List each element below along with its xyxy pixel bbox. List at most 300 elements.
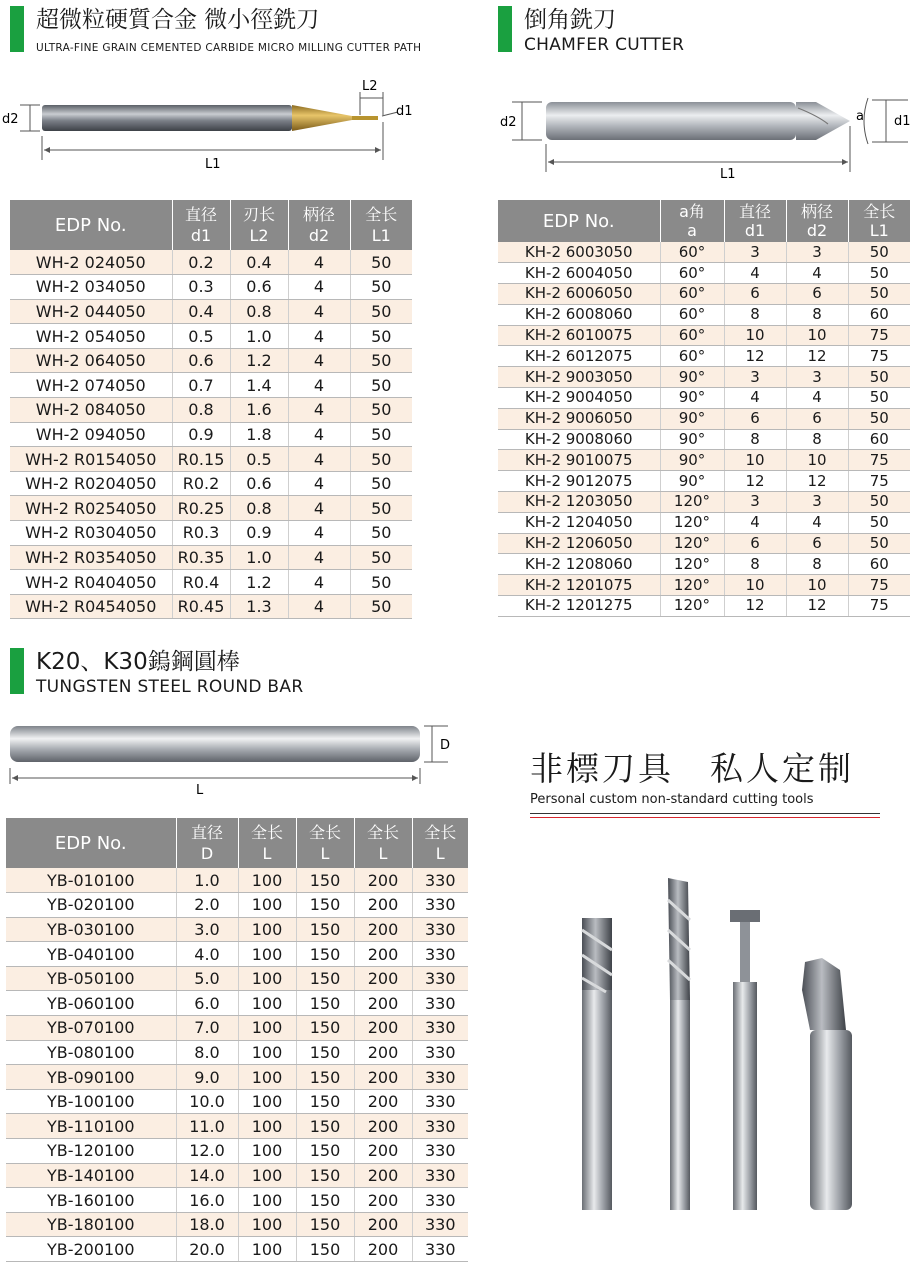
spec-value-cell: 4 (288, 521, 350, 546)
edp-number-cell: YB-050100 (6, 966, 176, 991)
column-header: EDP No. (10, 200, 172, 250)
spec-value-cell: 50 (350, 570, 412, 595)
spec-value-cell: 3 (724, 492, 786, 513)
chamfer-title-zh: 倒角銑刀 (524, 7, 616, 33)
spec-value-cell: 12 (724, 346, 786, 367)
spec-value-cell: 200 (354, 917, 412, 942)
spec-value-cell: 1.0 (230, 324, 288, 349)
chamfer-cutter-drawing (498, 80, 918, 190)
table-row (498, 512, 910, 533)
table-row (6, 1237, 468, 1262)
spec-value-cell: 75 (848, 450, 910, 471)
custom-tools-photo (560, 870, 900, 1220)
spec-value-cell: 75 (848, 346, 910, 367)
spec-value-cell: 60° (660, 263, 724, 284)
spec-value-cell: 100 (238, 1163, 296, 1188)
green-accent-bar (10, 648, 24, 694)
spec-value-cell: 50 (848, 388, 910, 409)
edp-number-cell: YB-070100 (6, 1016, 176, 1041)
spec-value-cell: 200 (354, 893, 412, 918)
edp-number-cell: YB-060100 (6, 991, 176, 1016)
edp-number-cell: YB-020100 (6, 893, 176, 918)
edp-number-cell: YB-100100 (6, 1089, 176, 1114)
spec-value-cell: 0.7 (172, 373, 230, 398)
micro-d2-label: d2 (2, 112, 19, 127)
spec-value-cell: 90° (660, 367, 724, 388)
table-row (10, 570, 412, 595)
spec-value-cell: 150 (296, 1139, 354, 1164)
column-header: EDP No. (498, 200, 660, 242)
spec-value-cell: 120° (660, 554, 724, 575)
table-row (6, 917, 468, 942)
spec-value-cell: 150 (296, 1089, 354, 1114)
end-mill-tool (582, 918, 612, 1210)
spec-value-cell: 0.3 (172, 275, 230, 300)
spec-value-cell: 8 (724, 554, 786, 575)
edp-number-cell: YB-200100 (6, 1237, 176, 1262)
table-row (6, 1163, 468, 1188)
spec-value-cell: R0.15 (172, 447, 230, 472)
spec-value-cell: 0.5 (172, 324, 230, 349)
spec-value-cell: 50 (350, 594, 412, 619)
table-row (10, 594, 412, 619)
table-row (10, 348, 412, 373)
edp-number-cell: YB-110100 (6, 1114, 176, 1139)
table-row (498, 346, 910, 367)
roundbar-drawing (0, 712, 470, 802)
table-row (10, 299, 412, 324)
spec-value-cell: 120° (660, 575, 724, 596)
spec-value-cell: 50 (350, 398, 412, 423)
spec-value-cell: 2.0 (176, 893, 238, 918)
spec-value-cell: 50 (350, 324, 412, 349)
spec-value-cell: 330 (412, 1040, 468, 1065)
spec-value-cell: 1.6 (230, 398, 288, 423)
spec-value-cell: 200 (354, 1114, 412, 1139)
spec-value-cell: 4 (288, 348, 350, 373)
edp-number-cell: WH-2 044050 (10, 299, 172, 324)
roundbar-table-body (6, 868, 468, 1262)
spec-value-cell: 0.8 (230, 299, 288, 324)
micro-shank (42, 105, 292, 131)
chamfer-header-row (498, 200, 910, 242)
spec-value-cell: 75 (848, 471, 910, 492)
spec-value-cell: 150 (296, 1163, 354, 1188)
spec-value-cell: 4 (288, 545, 350, 570)
spec-value-cell: 50 (350, 521, 412, 546)
chamfer-d1-label: d1 (894, 114, 911, 129)
edp-number-cell: YB-010100 (6, 868, 176, 893)
table-row (6, 1065, 468, 1090)
spec-value-cell: 4 (724, 512, 786, 533)
spec-value-cell: 16.0 (176, 1188, 238, 1213)
table-row (498, 408, 910, 429)
spec-value-cell: 100 (238, 1016, 296, 1041)
table-row (498, 242, 910, 263)
table-row (498, 304, 910, 325)
spec-value-cell: 330 (412, 1089, 468, 1114)
spec-value-cell: R0.2 (172, 471, 230, 496)
spec-value-cell: 0.8 (230, 496, 288, 521)
table-row (10, 447, 412, 472)
micro-spec-table (10, 200, 412, 619)
spec-value-cell: 330 (412, 917, 468, 942)
spec-value-cell: 10 (786, 325, 848, 346)
spec-value-cell: 60° (660, 242, 724, 263)
spec-value-cell: 0.4 (172, 299, 230, 324)
spec-value-cell: 1.3 (230, 594, 288, 619)
banner-underline (530, 813, 890, 818)
edp-number-cell: KH-2 6004050 (498, 263, 660, 284)
chamfer-table-body (498, 242, 910, 616)
spec-value-cell: R0.45 (172, 594, 230, 619)
table-row (6, 1114, 468, 1139)
spec-value-cell: 0.4 (230, 250, 288, 275)
edp-number-cell: WH-2 094050 (10, 422, 172, 447)
column-header: 直径 D (176, 818, 238, 868)
spec-value-cell: 50 (848, 367, 910, 388)
edp-number-cell: KH-2 9006050 (498, 408, 660, 429)
spec-value-cell: 150 (296, 942, 354, 967)
spec-value-cell: 200 (354, 991, 412, 1016)
micro-title-en: ULTRA-FINE GRAIN CEMENTED CARBIDE MICRO MILLING CUTTER PATH (36, 42, 422, 54)
custom-tools-banner (530, 750, 890, 818)
spec-value-cell: 4 (288, 275, 350, 300)
spec-value-cell: 50 (350, 373, 412, 398)
column-header: 柄径 d2 (288, 200, 350, 250)
spec-value-cell: 100 (238, 991, 296, 1016)
spec-value-cell: 12 (724, 596, 786, 617)
table-row (6, 1188, 468, 1213)
table-row (498, 575, 910, 596)
spec-value-cell: 330 (412, 1065, 468, 1090)
column-header: 直径 d1 (724, 200, 786, 242)
micro-L1-label: L1 (205, 157, 221, 172)
table-row (10, 545, 412, 570)
chamfer-spec-table (498, 200, 910, 617)
spec-value-cell: 150 (296, 966, 354, 991)
spec-value-cell: 1.8 (230, 422, 288, 447)
spec-value-cell: 150 (296, 1188, 354, 1213)
spec-value-cell: 3 (786, 242, 848, 263)
spec-value-cell: 50 (350, 348, 412, 373)
roundbar-spec-table (6, 818, 468, 1262)
spec-value-cell: 8.0 (176, 1040, 238, 1065)
spec-value-cell: 12 (786, 596, 848, 617)
table-row (498, 429, 910, 450)
table-row (498, 325, 910, 346)
spec-value-cell: 0.6 (230, 275, 288, 300)
spec-value-cell: 3 (724, 242, 786, 263)
micro-header-row (10, 200, 412, 250)
spec-value-cell: 8 (724, 429, 786, 450)
spec-value-cell: 200 (354, 1089, 412, 1114)
spec-value-cell: 200 (354, 1040, 412, 1065)
spec-value-cell: 6 (786, 408, 848, 429)
spec-value-cell: 60° (660, 284, 724, 305)
table-row (498, 596, 910, 617)
spec-value-cell: 3 (786, 492, 848, 513)
spec-value-cell: 4 (786, 512, 848, 533)
table-row (6, 991, 468, 1016)
chamfer-title-en: CHAMFER CUTTER (524, 35, 685, 55)
spec-value-cell: 330 (412, 868, 468, 893)
spec-value-cell: 0.9 (172, 422, 230, 447)
table-row (6, 1089, 468, 1114)
spec-value-cell: 100 (238, 1089, 296, 1114)
column-header: 全长 L (412, 818, 468, 868)
table-row (6, 1212, 468, 1237)
column-header: 全长 L1 (848, 200, 910, 242)
edp-number-cell: WH-2 R0254050 (10, 496, 172, 521)
spec-value-cell: 200 (354, 1188, 412, 1213)
chamfer-shank (546, 102, 796, 140)
spec-value-cell: 90° (660, 388, 724, 409)
edp-number-cell: YB-160100 (6, 1188, 176, 1213)
spec-value-cell: 5.0 (176, 966, 238, 991)
spec-value-cell: 60 (848, 429, 910, 450)
spec-value-cell: 100 (238, 1188, 296, 1213)
spec-value-cell: 1.2 (230, 570, 288, 595)
spec-value-cell: 120° (660, 492, 724, 513)
spec-value-cell: 75 (848, 575, 910, 596)
spec-value-cell: 12 (786, 346, 848, 367)
green-accent-bar (10, 6, 24, 52)
column-header: a角 a (660, 200, 724, 242)
table-row (10, 496, 412, 521)
spec-value-cell: 3 (786, 367, 848, 388)
t-slot-tool (730, 910, 760, 1210)
spec-value-cell: 50 (848, 263, 910, 284)
spec-value-cell: 10 (724, 450, 786, 471)
spec-value-cell: 4 (724, 388, 786, 409)
spec-value-cell: 0.2 (172, 250, 230, 275)
edp-number-cell: WH-2 R0354050 (10, 545, 172, 570)
spec-value-cell: 50 (350, 447, 412, 472)
edp-number-cell: KH-2 6006050 (498, 284, 660, 305)
custom-title-en: Personal custom non-standard cutting tools (530, 792, 814, 807)
spec-value-cell: 200 (354, 1237, 412, 1262)
spec-value-cell: 4.0 (176, 942, 238, 967)
spec-value-cell: 8 (786, 304, 848, 325)
spec-value-cell: 330 (412, 1163, 468, 1188)
spec-value-cell: 50 (350, 275, 412, 300)
spec-value-cell: 4 (288, 373, 350, 398)
edp-number-cell: KH-2 1204050 (498, 512, 660, 533)
spec-value-cell: 4 (288, 422, 350, 447)
spec-value-cell: 0.8 (172, 398, 230, 423)
spec-value-cell: 6 (786, 284, 848, 305)
spec-value-cell: 100 (238, 942, 296, 967)
spec-value-cell: 50 (350, 299, 412, 324)
table-row (498, 284, 910, 305)
spec-value-cell: 100 (238, 917, 296, 942)
table-row (498, 450, 910, 471)
spec-value-cell: R0.35 (172, 545, 230, 570)
spec-value-cell: 200 (354, 1016, 412, 1041)
table-row (6, 1139, 468, 1164)
spec-value-cell: 4 (288, 471, 350, 496)
spec-value-cell: 50 (350, 250, 412, 275)
spec-value-cell: 200 (354, 1139, 412, 1164)
column-header: EDP No. (6, 818, 176, 868)
spec-value-cell: 150 (296, 1065, 354, 1090)
edp-number-cell: YB-030100 (6, 917, 176, 942)
spec-value-cell: 11.0 (176, 1114, 238, 1139)
spec-value-cell: R0.25 (172, 496, 230, 521)
spec-value-cell: 6 (724, 408, 786, 429)
spec-value-cell: R0.3 (172, 521, 230, 546)
spec-value-cell: 200 (354, 868, 412, 893)
micro-cutter-heading (10, 6, 470, 54)
table-row (498, 533, 910, 554)
spec-value-cell: 150 (296, 1040, 354, 1065)
spec-value-cell: 6 (724, 533, 786, 554)
spec-value-cell: 150 (296, 1114, 354, 1139)
table-row (498, 263, 910, 284)
edp-number-cell: WH-2 034050 (10, 275, 172, 300)
edp-number-cell: WH-2 R0154050 (10, 447, 172, 472)
table-row (498, 471, 910, 492)
spec-value-cell: 10 (786, 450, 848, 471)
spec-value-cell: 4 (288, 570, 350, 595)
spec-value-cell: 1.2 (230, 348, 288, 373)
spec-value-cell: 60° (660, 325, 724, 346)
table-row (10, 422, 412, 447)
spec-value-cell: 90° (660, 408, 724, 429)
spec-value-cell: 60 (848, 304, 910, 325)
spec-value-cell: 100 (238, 1040, 296, 1065)
spec-value-cell: 330 (412, 893, 468, 918)
column-header: 全长 L (238, 818, 296, 868)
spec-value-cell: 60 (848, 554, 910, 575)
edp-number-cell: WH-2 074050 (10, 373, 172, 398)
table-row (10, 521, 412, 546)
edp-number-cell: KH-2 6010075 (498, 325, 660, 346)
spec-value-cell: 6.0 (176, 991, 238, 1016)
table-row (10, 324, 412, 349)
micro-d1-label: d1 (396, 104, 413, 119)
table-row (10, 275, 412, 300)
edp-number-cell: WH-2 R0204050 (10, 471, 172, 496)
table-row (498, 367, 910, 388)
table-row (10, 373, 412, 398)
spec-value-cell: 0.6 (230, 471, 288, 496)
spec-value-cell: 200 (354, 942, 412, 967)
spec-value-cell: 330 (412, 1114, 468, 1139)
spec-value-cell: 330 (412, 991, 468, 1016)
spec-value-cell: 8 (724, 304, 786, 325)
table-row (6, 868, 468, 893)
roundbar-title-en: TUNGSTEN STEEL ROUND BAR (36, 677, 304, 697)
edp-number-cell: KH-2 9003050 (498, 367, 660, 388)
edp-number-cell: KH-2 1203050 (498, 492, 660, 513)
spec-value-cell: 330 (412, 1212, 468, 1237)
edp-number-cell: YB-120100 (6, 1139, 176, 1164)
spec-value-cell: 50 (848, 512, 910, 533)
spec-value-cell: 50 (848, 408, 910, 429)
table-row (10, 398, 412, 423)
spec-value-cell: 50 (350, 422, 412, 447)
spec-value-cell: 6 (786, 533, 848, 554)
spec-value-cell: 1.0 (230, 545, 288, 570)
edp-number-cell: KH-2 6003050 (498, 242, 660, 263)
edp-number-cell: KH-2 9010075 (498, 450, 660, 471)
edp-number-cell: KH-2 6012075 (498, 346, 660, 367)
spec-value-cell: 120° (660, 512, 724, 533)
chamfer-d2-label: d2 (500, 115, 517, 130)
roundbar-L-label: L (196, 783, 204, 798)
spec-value-cell: 7.0 (176, 1016, 238, 1041)
spec-value-cell: 12 (724, 471, 786, 492)
micro-title-zh: 超微粒硬質合金 微小徑銑刀 (36, 7, 320, 33)
spec-value-cell: 100 (238, 1237, 296, 1262)
spec-value-cell: 10 (724, 325, 786, 346)
micro-L2-label: L2 (362, 79, 378, 94)
column-header: 全长 L (354, 818, 412, 868)
green-accent-bar (498, 6, 512, 52)
spec-value-cell: 200 (354, 1163, 412, 1188)
spec-value-cell: 20.0 (176, 1237, 238, 1262)
roundbar-body (10, 726, 420, 762)
roundbar-heading (10, 648, 370, 696)
spec-value-cell: 8 (786, 429, 848, 450)
spec-value-cell: 60° (660, 304, 724, 325)
micro-table-body (10, 250, 412, 619)
edp-number-cell: KH-2 1201075 (498, 575, 660, 596)
chamfer-a-label: a (856, 109, 864, 124)
spec-value-cell: 50 (350, 471, 412, 496)
spec-value-cell: 150 (296, 917, 354, 942)
spec-value-cell: 75 (848, 596, 910, 617)
spec-value-cell: 90° (660, 450, 724, 471)
edp-number-cell: WH-2 R0304050 (10, 521, 172, 546)
table-row (6, 942, 468, 967)
edp-number-cell: WH-2 064050 (10, 348, 172, 373)
custom-title-zh: 非標刀具 私人定制 (530, 749, 854, 788)
table-row (498, 492, 910, 513)
spec-value-cell: 100 (238, 868, 296, 893)
column-header: 柄径 d2 (786, 200, 848, 242)
edp-number-cell: WH-2 084050 (10, 398, 172, 423)
spec-value-cell: 10.0 (176, 1089, 238, 1114)
spec-value-cell: 100 (238, 1139, 296, 1164)
spec-value-cell: 330 (412, 966, 468, 991)
spec-value-cell: 90° (660, 429, 724, 450)
edp-number-cell: KH-2 1201275 (498, 596, 660, 617)
edp-number-cell: WH-2 R0454050 (10, 594, 172, 619)
edp-number-cell: YB-180100 (6, 1212, 176, 1237)
spec-value-cell: 75 (848, 325, 910, 346)
edp-number-cell: WH-2 024050 (10, 250, 172, 275)
micro-cutter-drawing (0, 70, 420, 180)
spec-value-cell: 10 (724, 575, 786, 596)
table-row (6, 1040, 468, 1065)
table-row (498, 388, 910, 409)
spec-value-cell: R0.4 (172, 570, 230, 595)
spec-value-cell: 330 (412, 942, 468, 967)
spec-value-cell: 330 (412, 1237, 468, 1262)
spec-value-cell: 4 (288, 594, 350, 619)
spec-value-cell: 8 (786, 554, 848, 575)
table-row (6, 893, 468, 918)
spec-value-cell: 330 (412, 1016, 468, 1041)
spec-value-cell: 50 (350, 545, 412, 570)
edp-number-cell: KH-2 1208060 (498, 554, 660, 575)
spec-value-cell: 0.9 (230, 521, 288, 546)
table-row (498, 554, 910, 575)
edp-number-cell: YB-040100 (6, 942, 176, 967)
